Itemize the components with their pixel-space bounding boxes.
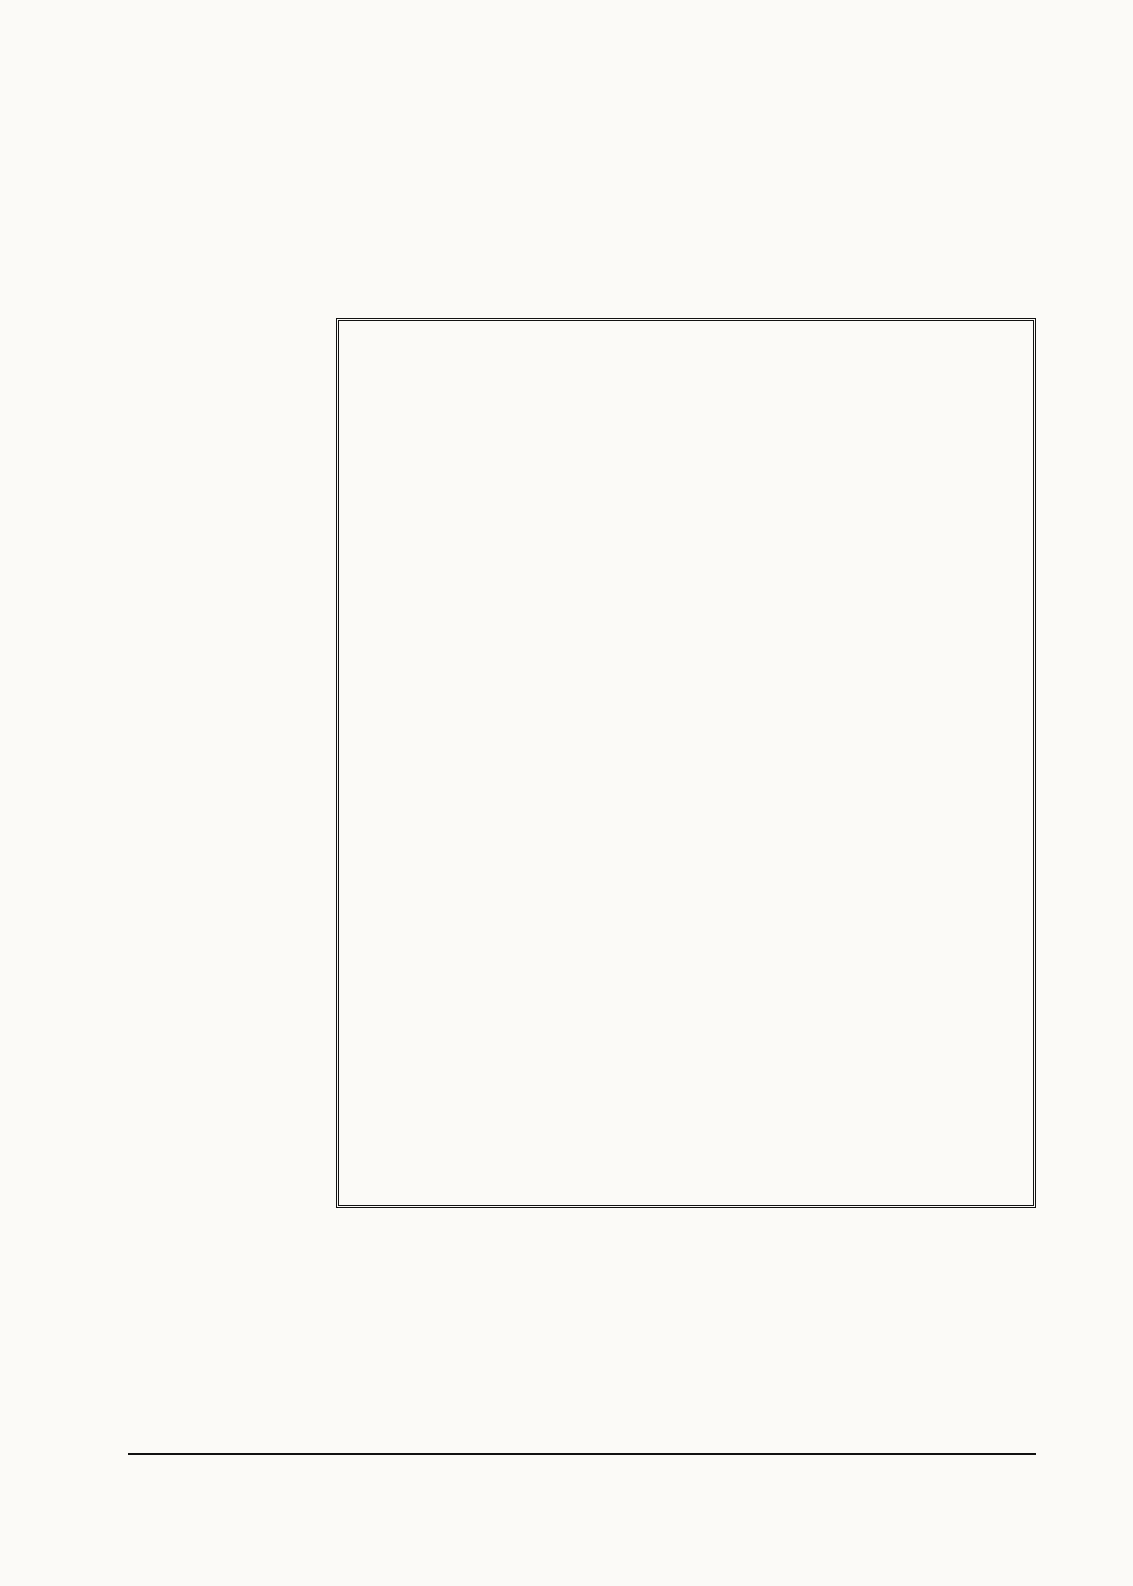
top-text-block <box>128 70 1036 315</box>
footnote <box>128 1460 1036 1494</box>
commentary-frame <box>336 318 1036 1208</box>
bottom-text-block <box>128 1213 1036 1448</box>
footnote-divider <box>128 1453 1036 1455</box>
commentary-text <box>353 331 1019 1195</box>
side-text-column <box>126 315 326 1210</box>
